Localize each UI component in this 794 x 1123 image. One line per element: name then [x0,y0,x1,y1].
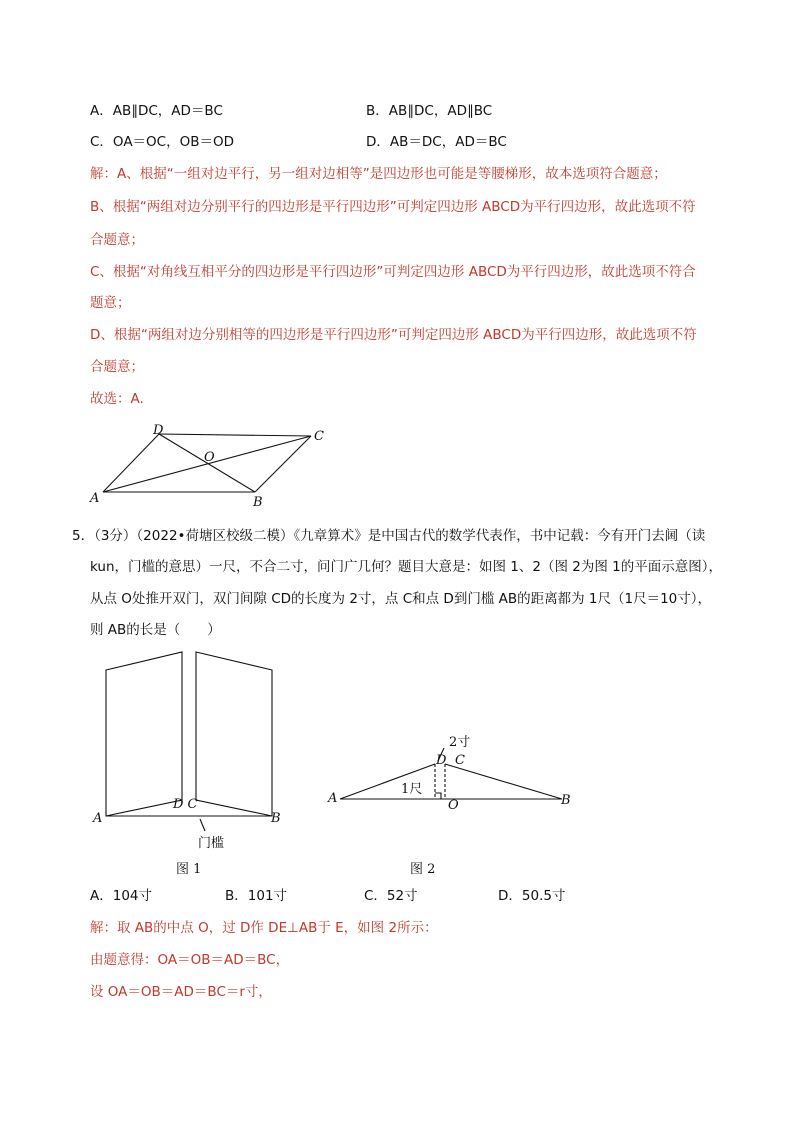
option-d: D．50.5寸 [498,888,566,904]
door-figure-1 [90,645,300,885]
label-a: A [90,491,100,506]
option-b: B．101寸 [225,888,288,904]
side-cd [159,434,311,436]
threshold-label: 门槛 [198,836,225,851]
side-da [103,434,159,492]
label-c: C [314,429,324,444]
gap-label: 2寸 [449,735,471,750]
label-d: D [436,753,447,768]
solution-line: 由题意得：OA＝OB＝AD＝BC， [90,952,290,968]
option-c: C．OA＝OC，OB＝OD [90,134,235,150]
label-o: O [448,798,459,813]
option-b: B．AB∥DC，AD∥BC [366,103,493,119]
solution-line: 合题意； [90,232,144,248]
option-a: A．104寸 [90,888,153,904]
label-b: B [253,495,263,510]
height-label: 1尺 [401,782,423,797]
label-b: B [271,811,281,826]
solution-line: 解：A、根据“一组对边平行，另一组对边相等”是四边形也可能是等腰梯形，故本选项符合题意； [90,166,667,182]
label-c: C [455,753,465,768]
answer-line: 故选：A. [90,391,144,407]
label-a: A [328,791,338,806]
option-d: D．AB＝DC，AD＝BC [366,134,507,150]
label-b: B [561,793,571,808]
option-c: C．52寸 [364,888,418,904]
door-figure-2 [326,730,586,880]
solution-line: D、根据“两组对边分别相等的四边形是平行四边形”可判定四边形 ABCD为平行四边形，故此选项不符 [90,327,697,343]
segment-bc [445,764,562,799]
label-o: O [204,450,215,465]
solution-line: 合题意； [90,359,144,375]
label-a: A [93,811,103,826]
figure-1-caption: 图 1 [176,862,202,877]
solution-line: 题意； [90,295,131,311]
left-door [106,652,182,816]
threshold-pointer [200,819,205,831]
question-5-stem: kun，门槛的意思）一尺，不合二寸，问门广几何？题目大意是：如图 1、2（图 2为图 1的平面示意图）， [90,559,722,575]
side-bc [255,436,311,492]
solution-line: 解：取 AB的中点 O，过 D作 DE⊥AB于 E，如图 2所示： [90,920,438,936]
label-d: D [153,423,164,438]
solution-line: 设 OA＝OB＝AD＝BC＝r寸， [90,984,272,1000]
figure-2-caption: 图 2 [410,862,436,877]
solution-line: C、根据“对角线互相平分的四边形是平行四边形”可判定四边形 ABCD为平行四边形，故此选项不符合 [90,264,696,280]
option-a: A．AB∥DC，AD＝BC [90,103,223,119]
question-5-stem: 则 AB的长是（ ） [90,622,221,638]
question-5-stem: 从点 O处推开双门，双门间隙 CD的长度为 2寸，点 C和点 D到门槛 AB的距离都为 1尺（1尺＝10寸）， [90,591,711,607]
question-5-stem: 5．（3分）（2022•荷塘区校级二模）《九章算术》是中国古代的数学代表作，书中记载：今有开门去阃（读 [72,528,706,544]
right-angle-mark [435,793,441,799]
right-door [196,652,272,816]
label-dc: D C [173,797,198,812]
solution-line: B、根据“两组对边分别平行的四边形是平行四边形”可判定四边形 ABCD为平行四边形，故此选项不符 [90,199,696,215]
parallelogram-figure [85,420,345,510]
